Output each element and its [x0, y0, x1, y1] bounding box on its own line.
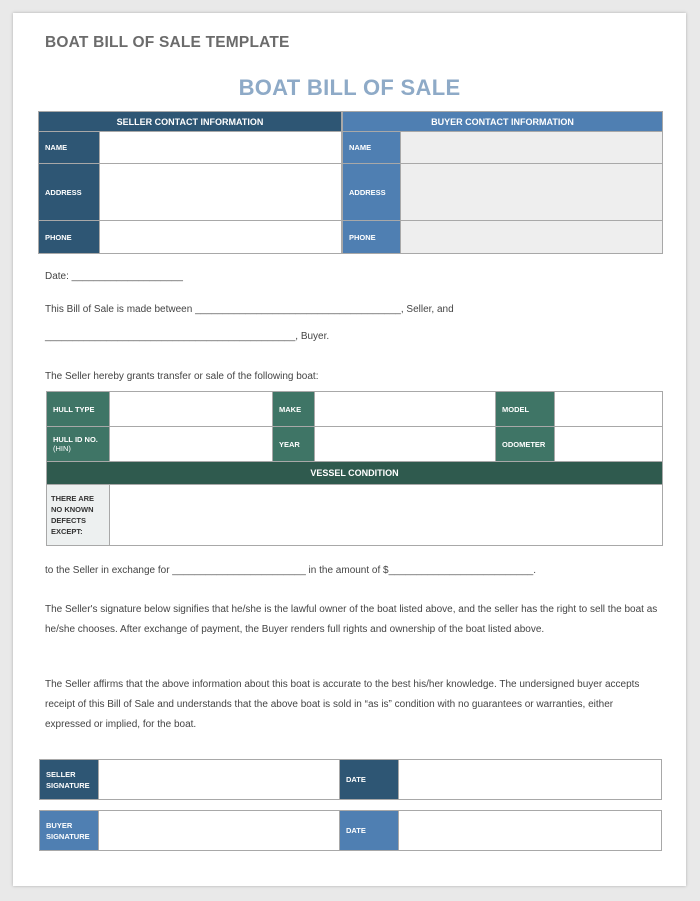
hin-text: (HIN): [53, 444, 71, 453]
buyer-name-field[interactable]: [401, 132, 663, 164]
buyer-signature-line-2: SIGNATURE: [46, 831, 90, 841]
buyer-signature-table: [39, 810, 662, 851]
form-title: BOAT BILL OF SALE: [238, 75, 461, 100]
no-defects-line-3: DEFECTS: [51, 516, 87, 525]
seller-address-field[interactable]: [100, 164, 342, 221]
hull-type-field[interactable]: [110, 392, 273, 427]
grant-line: The Seller hereby grants transfer or sale of the following boat:: [45, 371, 319, 382]
odometer-field[interactable]: [555, 427, 663, 462]
exchange-line: to the Seller in exchange for ________________________ in the amount of $__________________________.: [45, 565, 536, 576]
boat-table: [46, 391, 663, 546]
buyer-date-label: DATE: [340, 811, 399, 851]
make-field[interactable]: [315, 392, 496, 427]
year-label: YEAR: [273, 427, 315, 462]
odometer-label: ODOMETER: [496, 427, 555, 462]
buyer-contact-table: [342, 111, 663, 254]
hull-type-label: HULL TYPE: [47, 392, 110, 427]
defects-field[interactable]: [110, 485, 663, 546]
buyer-signature-field[interactable]: [99, 811, 340, 851]
make-label: MAKE: [273, 392, 315, 427]
no-defects-line-1: THERE ARE: [51, 494, 95, 503]
no-defects-label: [47, 485, 110, 546]
model-field[interactable]: [555, 392, 663, 427]
no-defects-line-2: NO KNOWN: [51, 505, 94, 514]
buyer-phone-label: PHONE: [343, 221, 401, 254]
seller-signature-line-2: SIGNATURE: [46, 780, 90, 790]
buyer-name-label: NAME: [343, 132, 401, 164]
buyer-date-field[interactable]: [399, 811, 662, 851]
seller-date-label: DATE: [340, 760, 399, 800]
no-defects-line-4: EXCEPT:: [51, 527, 83, 536]
paragraph-ownership: The Seller's signature below signifies that he/she is the lawful owner of the boat listed above, and the seller has the right to sell the boat as he/she chooses. After exchange of payment, the Buyer renders full rights and ownership of the boat listed above.: [45, 604, 658, 635]
seller-name-field[interactable]: [100, 132, 342, 164]
buyer-contact-header: BUYER CONTACT INFORMATION: [343, 112, 663, 132]
year-field[interactable]: [315, 427, 496, 462]
seller-contact-table: [38, 111, 342, 254]
hull-id-text: HULL ID NO.: [53, 435, 98, 444]
hull-id-label: [47, 427, 110, 462]
document-page: [13, 13, 686, 886]
seller-signature-table: [39, 759, 662, 800]
seller-date-field[interactable]: [399, 760, 662, 800]
buyer-signature-line-1: BUYER: [46, 820, 73, 830]
buyer-line: _____________________________________________, Buyer.: [45, 331, 330, 342]
seller-signature-label: [40, 760, 99, 800]
between-line: This Bill of Sale is made between _____________________________________, Seller, and: [45, 304, 454, 315]
seller-contact-header: SELLER CONTACT INFORMATION: [39, 112, 342, 132]
date-line: Date: ____________________: [45, 271, 183, 282]
seller-phone-label: PHONE: [39, 221, 100, 254]
vessel-condition-header: VESSEL CONDITION: [47, 462, 663, 485]
seller-phone-field[interactable]: [100, 221, 342, 254]
buyer-signature-label: [40, 811, 99, 851]
buyer-address-label: ADDRESS: [343, 164, 401, 221]
paragraph-affirmation: The Seller affirms that the above information about this boat is accurate to the best his/her knowledge. The undersigned buyer accepts receipt of this Bill of Sale and understands that the above boat is sold in “as is” condition with no guarantees or warranties, either expressed or implied, for the boat.: [45, 679, 640, 730]
hull-id-field[interactable]: [110, 427, 273, 462]
seller-signature-line-1: SELLER: [46, 769, 76, 779]
model-label: MODEL: [496, 392, 555, 427]
document-title: BOAT BILL OF SALE TEMPLATE: [45, 34, 290, 51]
seller-signature-field[interactable]: [99, 760, 340, 800]
buyer-address-field[interactable]: [401, 164, 663, 221]
seller-name-label: NAME: [39, 132, 100, 164]
seller-address-label: ADDRESS: [39, 164, 100, 221]
buyer-phone-field[interactable]: [401, 221, 663, 254]
